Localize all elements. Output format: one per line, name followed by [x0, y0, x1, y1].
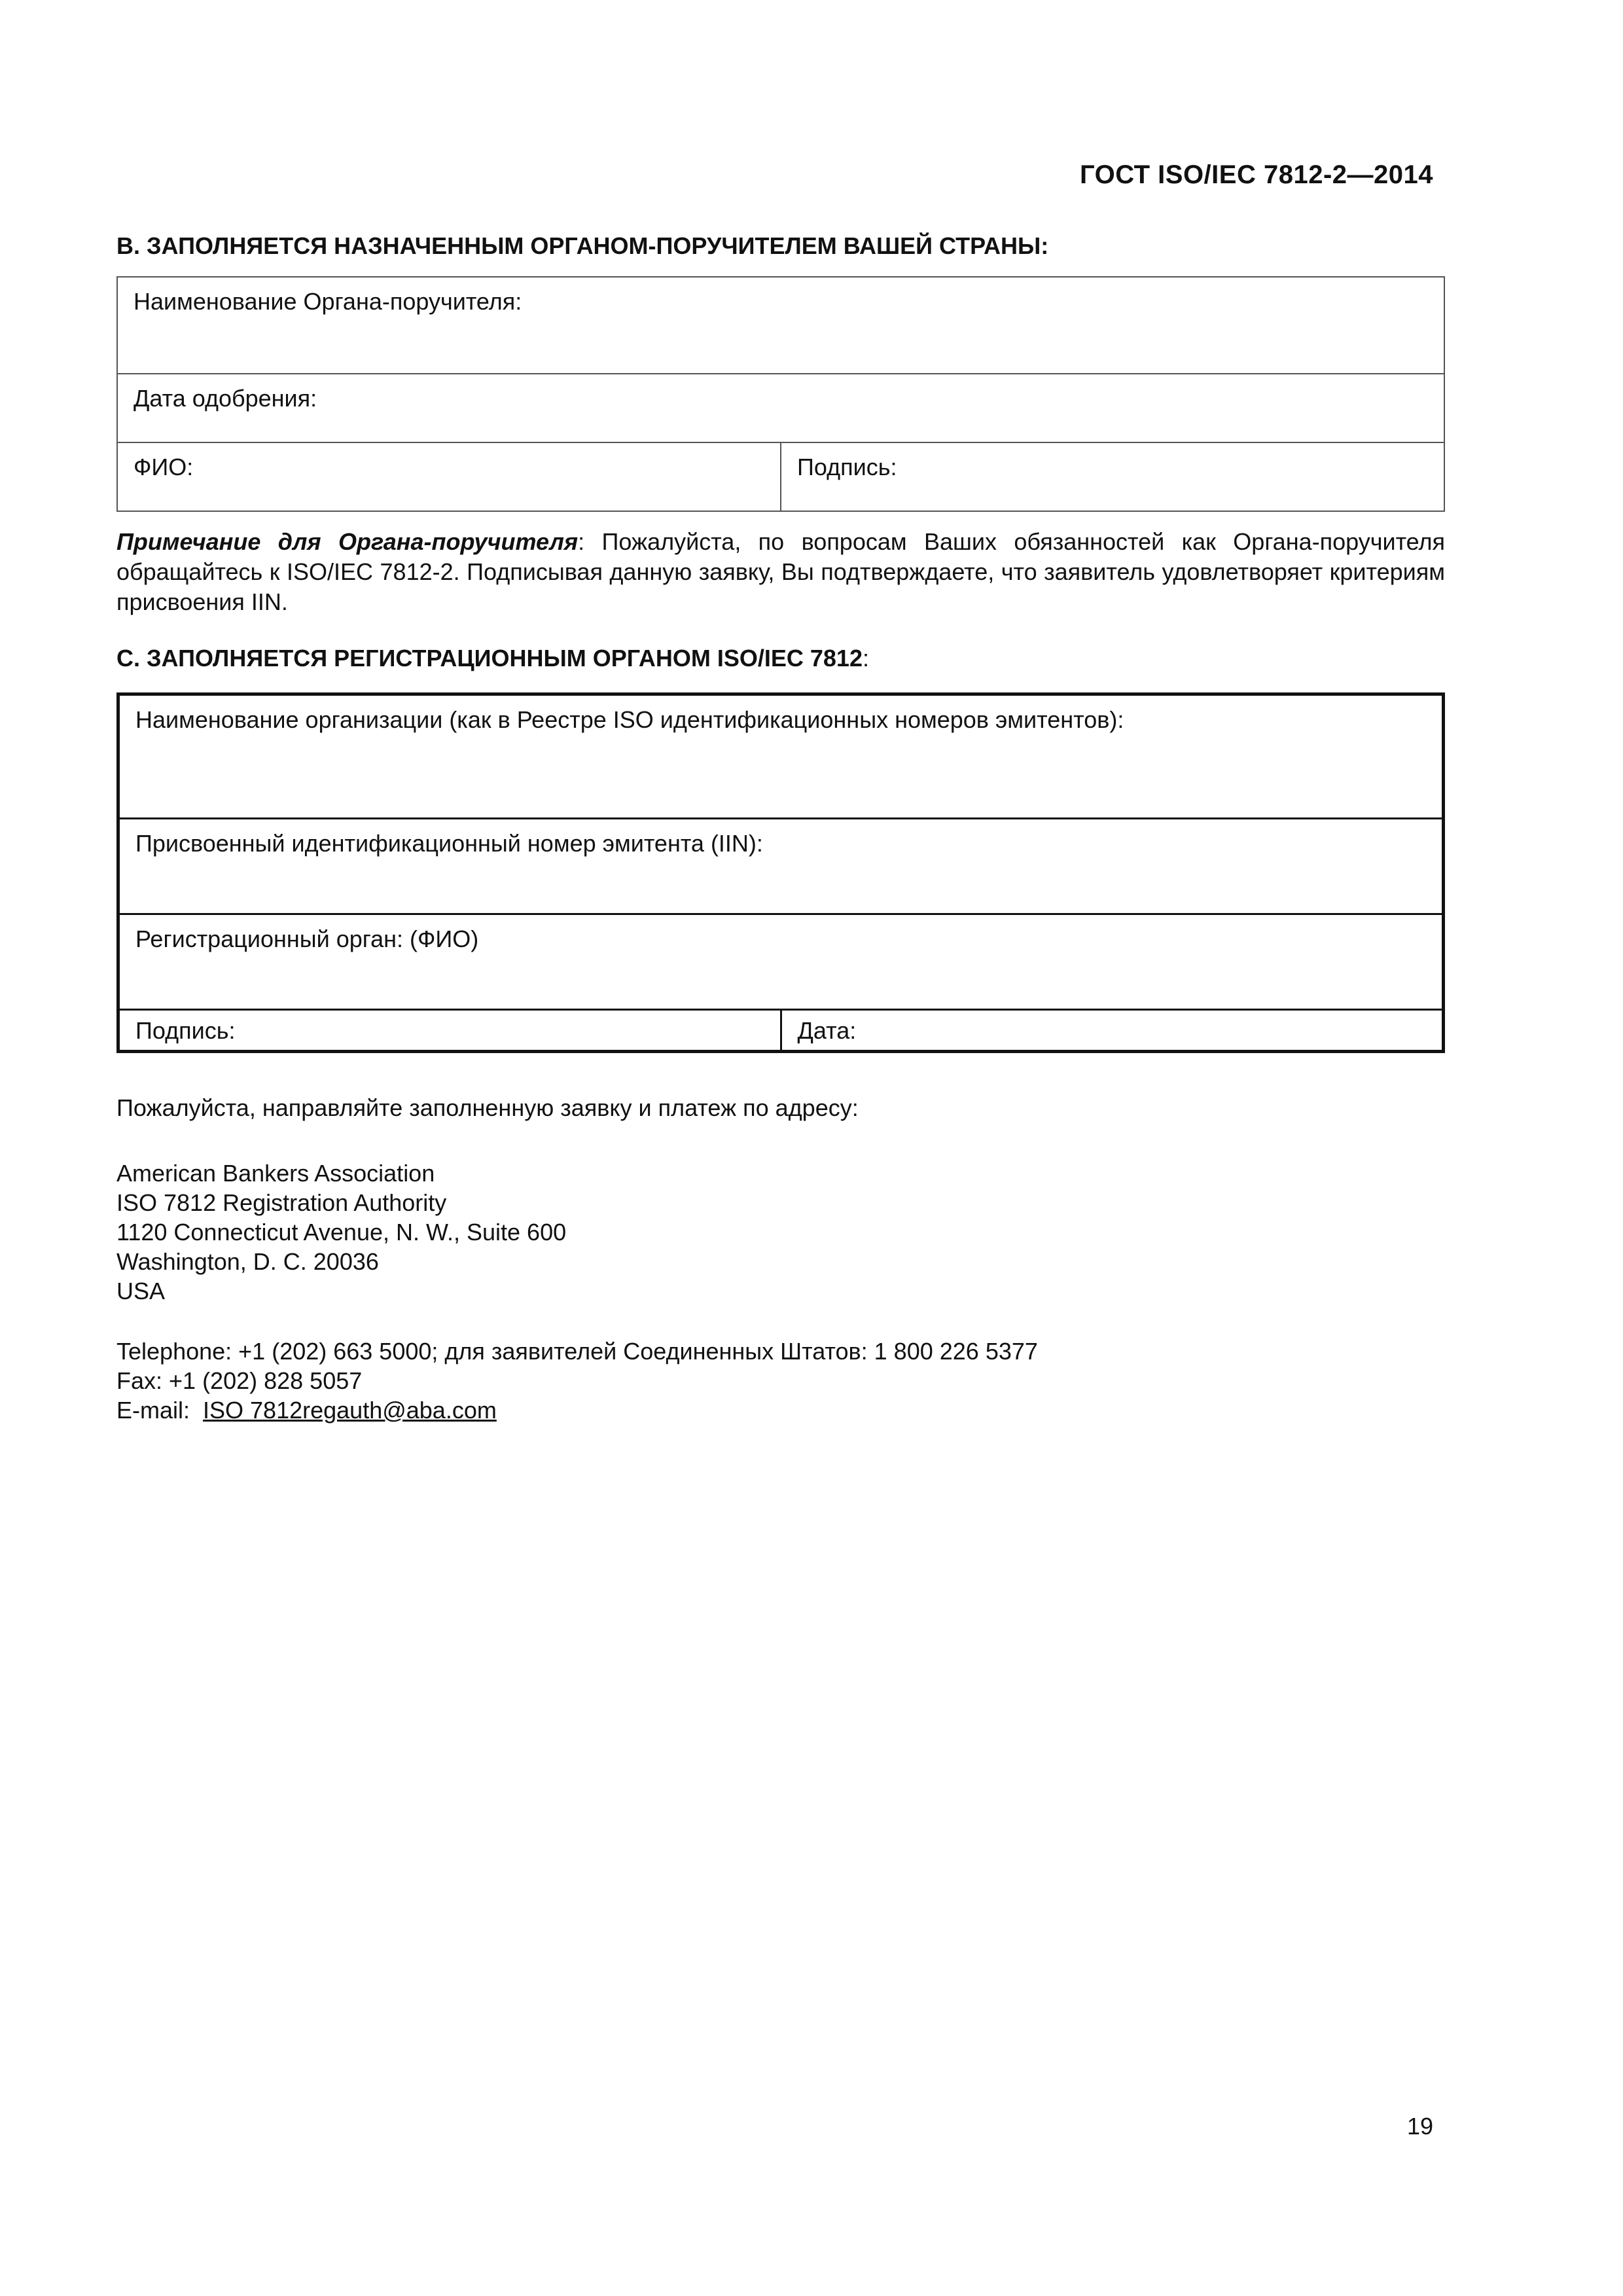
- ra-date-field[interactable]: Дата:: [781, 1010, 1444, 1052]
- address-line: ISO 7812 Registration Authority: [116, 1189, 447, 1216]
- page-number: 19: [1406, 2113, 1433, 2140]
- contact-info: [116, 1336, 1038, 1425]
- ra-signature-field[interactable]: Подпись:: [118, 1010, 781, 1052]
- email-label: E-mail:: [116, 1397, 204, 1424]
- address-line: 1120 Connecticut Avenue, N. W., Suite 600: [116, 1219, 567, 1246]
- email-link[interactable]: ISO 7812regauth@aba.com: [203, 1397, 497, 1424]
- section-c-title: [116, 645, 869, 672]
- registration-authority-name-field[interactable]: Регистрационный орган: (ФИО): [118, 914, 1444, 1010]
- document-code: ГОСТ ISO/IEC 7812-2—2014: [1079, 160, 1433, 189]
- assigned-iin-field[interactable]: Присвоенный идентификационный номер эмитента (IIN):: [118, 819, 1444, 914]
- address-line: USA: [116, 1278, 166, 1304]
- address-line: Washington, D. C. 20036: [116, 1248, 379, 1275]
- mailing-address: [116, 1158, 566, 1306]
- section-c-title-text: C. ЗАПОЛНЯЕТСЯ РЕГИСТРАЦИОННЫМ ОРГАНОМ ISO/IEC 7812: [116, 645, 863, 672]
- note-text: : Пожалуйста, по вопросам Ваших обязанностей как Органа-поручителя обращайтесь к ISO/IEC 7812-2. Подписывая данную заявку, Вы подтверждаете, что заявитель удовлетворяет критериям присвоения IIN.: [116, 528, 1445, 615]
- approval-date-field[interactable]: Дата одобрения:: [117, 374, 1444, 442]
- sponsor-note: [116, 527, 1445, 617]
- email-line: [116, 1395, 1038, 1425]
- organization-name-field[interactable]: Наименование организации (как в Реестре ISO идентификационных номеров эмитентов):: [118, 694, 1444, 819]
- note-lead: Примечание для Органа-поручителя: [116, 528, 579, 555]
- telephone-line: Telephone: +1 (202) 663 5000; для заявителей Соединенных Штатов: 1 800 226 5377: [116, 1338, 1038, 1365]
- sponsor-signature-field[interactable]: Подпись:: [781, 442, 1444, 511]
- section-c-title-colon: :: [862, 645, 869, 672]
- registration-authority-table: [116, 692, 1445, 1053]
- fax-line: Fax: +1 (202) 828 5057: [116, 1367, 363, 1394]
- send-instructions: Пожалуйста, направляйте заполненную заявку и платеж по адресу:: [116, 1094, 859, 1121]
- sponsor-form-table: [116, 276, 1445, 512]
- address-line: American Bankers Association: [116, 1160, 435, 1187]
- full-name-field[interactable]: ФИО:: [117, 442, 781, 511]
- sponsor-name-field[interactable]: Наименование Органа-поручителя:: [117, 277, 1444, 374]
- section-b-title: B. ЗАПОЛНЯЕТСЯ НАЗНАЧЕННЫМ ОРГАНОМ-ПОРУЧИТЕЛЕМ ВАШЕЙ СТРАНЫ:: [116, 232, 1049, 259]
